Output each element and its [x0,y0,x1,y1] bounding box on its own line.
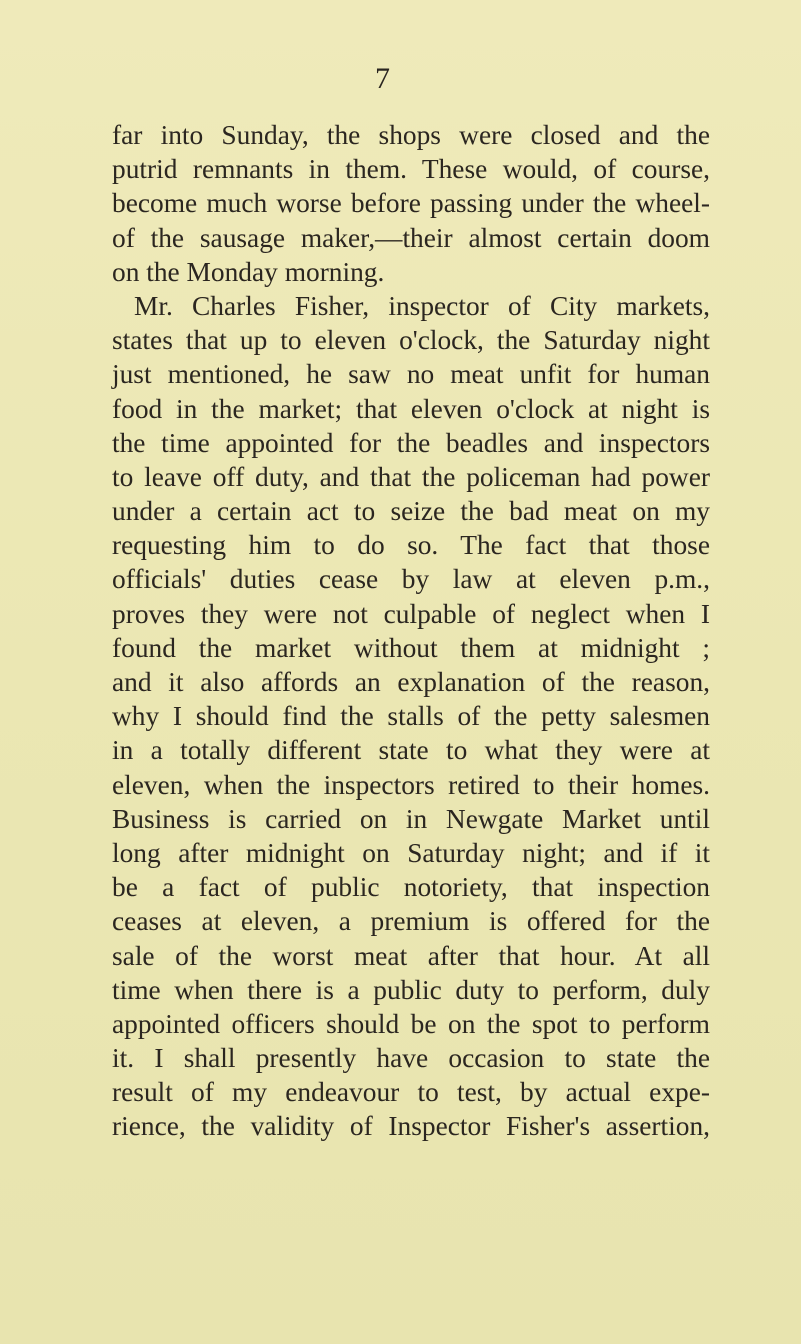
text-line: putrid remnants in them. These would, of course, [112,154,710,185]
text-line: far into Sunday, the shops were closed and the [112,120,710,150]
text-line: states that up to eleven o'clock, the Saturday night [112,325,710,356]
text-line: and it also affords an explanation of the reason, [112,667,710,697]
text-line: appointed officers should be on the spot to perform [112,1008,710,1039]
text-line: of the sausage maker,—their almost certain doom [112,222,710,253]
text-line: long after midnight on Saturday night; and if it [112,837,710,868]
text-line: food in the market; that eleven o'clock at night is [112,393,710,424]
text-line: proves they were not culpable of neglect when I [112,598,710,629]
text-line: ceases at eleven, a premium is offered for the [112,906,710,937]
text-line: on the Monday morning. [112,256,385,287]
text-line: under a certain act to seize the bad meat on my [112,496,710,527]
text-line: result of my endeavour to test, by actual expe- [112,1077,710,1108]
text-line: why I should find the stalls of the petty salesmen [112,701,710,732]
text-line: found the market without them at midnight ; [112,632,710,663]
text-line: in a totally different state to what they were at [112,735,710,766]
page-number: 7 [375,62,390,95]
text-line: the time appointed for the beadles and inspectors [112,427,710,458]
text-line: rience, the validity of Inspector Fisher's assertion, [112,1111,710,1142]
text-line: become much worse before passing under the wheel- [112,188,710,219]
text-line: just mentioned, he saw no meat unfit for human [112,359,710,390]
text-line: officials' duties cease by law at eleven p.m., [112,564,710,595]
text-line: to leave off duty, and that the policeman had power [112,461,710,492]
text-line: be a fact of public notoriety, that inspection [112,872,710,903]
text-line: Business is carried on in Newgate Market until [112,803,710,834]
body-text [112,118,710,1144]
text-line: Mr. Charles Fisher, inspector of City markets, [134,290,710,321]
text-line: eleven, when the inspectors retired to their homes. [112,769,710,800]
text-line: requesting him to do so. The fact that those [112,530,710,561]
text-line: sale of the worst meat after that hour. At all [112,940,710,971]
text-line: time when there is a public duty to perform, duly [112,974,710,1005]
text-line: it. I shall presently have occasion to state the [112,1043,710,1074]
